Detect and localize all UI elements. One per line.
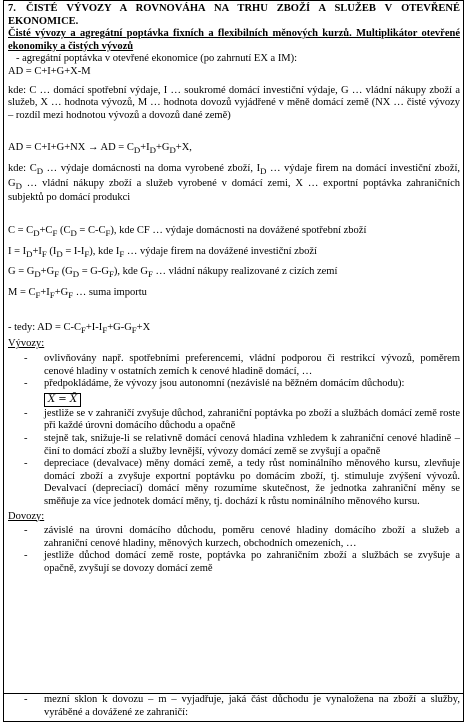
list-item: - závislé na úrovni domácího důchodu, poměru cenové hladiny domácího zboží a služeb a zahraniční cenové hladiny, měnových kurzech, obchodních omezeních, …	[8, 525, 460, 550]
decomposition-explanation: kde: $C_D$ … výdaje domácnosti na doma vyrobené zboží, $I_D$ … výdaje firem na domácí investiční zboží, $G_D$ … vládní nákupy zboží a služeb vyrobené v domácí zemi, X … exportní poptávka zahraničních subjektů po domácí produkci	[8, 163, 460, 204]
summary-formula: - tedy: AD = $C-C_F+I-I_F+G-G_F+X$	[8, 321, 151, 335]
list-item: - stejně tak, snižuje-li se relativně domácí cenová hladina vzhledem k zahraniční cenové hladině – činí to domácí zboží a služby levnější, vývozy domácí země se zvyšují a opačně	[8, 433, 460, 458]
section-title: ČISTÉ VÝVOZY A ROVNOVÁHA NA TRHU ZBOŽÍ A SLUŽEB V OTEVŘENÉ EKONOMICE.	[8, 3, 460, 27]
identity-government: $G = G_D+G_F$ $(G_D = G-G_F)$, kde $G_F$ … vládní nákupy realizované z cizích zemí	[8, 266, 338, 280]
continuation-frame	[3, 693, 464, 722]
identity-consumption: $C = C_D+C_F$ $(C_D = C-C_F)$, kde CF … výdaje domácnosti na dovážené spotřební zboží	[8, 225, 367, 239]
imports-list-continued	[8, 694, 460, 719]
list-item: - ovlivňovány např. spotřebními preferencemi, vládní podporou či restrikcí vývozů, poměrem cenové hladiny v ostatních zemích k cenové hladině domácí, …	[8, 353, 460, 378]
section-number: 7.	[8, 3, 16, 14]
identity-investment: $I = I_D+I_F$ $(I_D = I-I_F)$, kde $I_F$ … výdaje firem na dovážené investiční zboží	[8, 245, 317, 259]
exports-list	[8, 353, 460, 509]
list-item: - předpokládáme, že vývozy jsou autonomní (nezávislé na běžném domácím důchodu): X = X̄	[8, 378, 460, 408]
ad-formula: AD = C+I+G+X-M	[8, 65, 91, 77]
decomposition-formula: AD = C+I+G+NX → AD = $C_D+I_D+G_D+X$,	[8, 142, 192, 156]
list-item: - jestliže důchod domácí země roste, poptávka po zahraničním zboží a službách se zvyšuje a opačně, zvyšují se dovozy domácí země	[8, 550, 460, 575]
imports-list	[8, 525, 460, 575]
list-item: - depreciace (devalvace) měny domácí země, a tedy růst nominálního měnového kursu, zlevňuje domácí zboží a zvyšuje exportní poptávku po domácím zboží, tj. stimuluje zvýšení vývozů. Devalvací (depreciací) domácí měny rozumíme skutečnost, že jednotka zahraniční měny se směňuje za více jednotek domácí měny, tj. dochází k růstu nominálního měnového kursu.	[8, 458, 460, 508]
list-item: - mezní sklon k dovozu – m – vyjadřuje, jaká část důchodu je vynaložena na zboží a služby, vyráběné a dovážené ze zahraničí:	[8, 694, 460, 719]
exports-heading: Vývozy:	[8, 338, 45, 350]
identity-imports: $M = C_F+I_F+G_F$ … suma importu	[8, 287, 147, 301]
ad-explanation: kde: C … domácí spotřební výdaje, I … soukromé domácí investiční výdaje, G … vládní nákupy zboží a služeb, X … hodnota vývozů, M … hodnota dovozů vyjádřené v měně domácí země (NX … čisté vývozy – rozdíl mezi hodnotou vývozů a dovozů dané země)	[8, 84, 460, 121]
content-frame	[3, 0, 464, 693]
exports-autonomous-formula: X = X̄	[44, 393, 81, 407]
imports-heading: Dovozy:	[8, 510, 45, 522]
section-heading	[8, 3, 460, 28]
list-item: - jestliže se v zahraničí zvyšuje důchod, zahraniční poptávka po zboží a službách domácí země roste při každé úrovni domácího důchodu a opačně	[8, 408, 460, 433]
section-subtitle: Čisté vývozy a agregátní poptávka fixních a flexibilních měnových kurzů. Multiplikátor otevřené ekonomiky a čistých vývozů	[8, 28, 460, 52]
ad-bullet: - agregátní poptávka v otevřené ekonomice (po zahrnutí EX a IM):	[16, 53, 298, 65]
